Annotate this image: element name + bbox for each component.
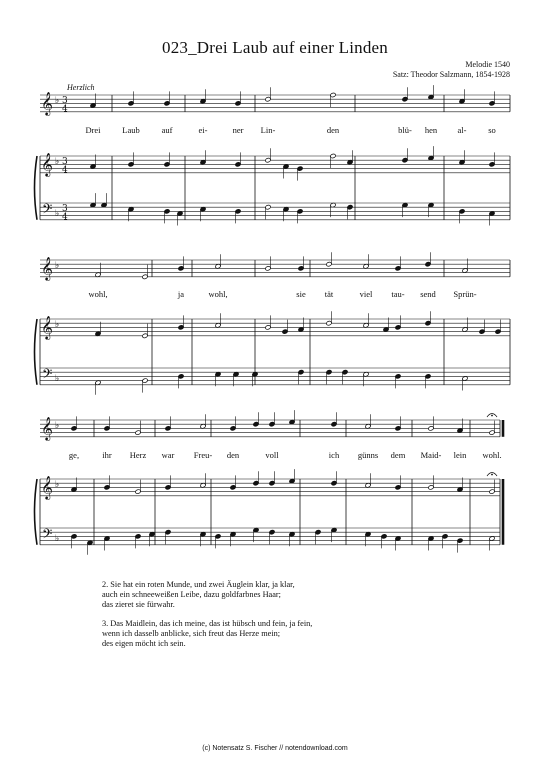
copyright-footer: (c) Notensatz S. Fischer // notendownload.com — [202, 745, 348, 752]
lyric-syllable: voll — [265, 450, 279, 460]
time-signature-icon: 3 — [62, 157, 68, 167]
lyric-syllable: sie — [296, 289, 306, 299]
lyric-syllable: ei- — [198, 125, 208, 135]
piano-brace-icon — [35, 156, 38, 220]
score-system-3 — [0, 410, 550, 560]
bass-clef-icon: 𝄢 — [42, 526, 53, 545]
lyric-syllable: send — [420, 289, 436, 299]
song-title: 023_Drei Laub auf einer Linden — [162, 38, 388, 57]
verse-line: das zieret sie fürwahr. — [102, 600, 175, 609]
lyric-syllable: hen — [424, 125, 438, 135]
lyric-syllable: Freu- — [193, 450, 213, 460]
fermata-icon-dot — [491, 415, 493, 417]
score-system-1 — [0, 85, 550, 235]
lyric-syllable: den — [226, 450, 240, 460]
lyric-syllable: Drei — [85, 125, 101, 135]
bass-clef-icon: 𝄢 — [42, 201, 53, 220]
lyric-syllable: dem — [390, 450, 406, 460]
flat-icon: ♭ — [55, 96, 60, 106]
treble-clef-icon: 𝄞 — [41, 91, 53, 115]
lyric-syllable: Maid- — [420, 450, 442, 460]
treble-clef-icon: 𝄞 — [41, 315, 53, 339]
lyric-syllable: wohl, — [88, 289, 108, 299]
lyric-syllable: Sprün- — [453, 289, 477, 299]
lyric-syllable: tät — [324, 289, 334, 299]
flat-icon: ♭ — [55, 374, 60, 384]
piano-brace-icon — [35, 479, 38, 545]
arrangement-credit: Satz: Theodor Salzmann, 1854-1928 — [392, 70, 510, 79]
fermata-icon-dot — [491, 474, 493, 476]
treble-clef-icon: 𝄞 — [41, 475, 53, 499]
lyric-syllable: Lin- — [260, 125, 276, 135]
melody-credit: Melodie 1540 — [465, 60, 510, 69]
verse-line: des eigen möcht ich sein. — [102, 639, 186, 648]
flat-icon: ♭ — [55, 534, 60, 544]
time-signature-icon: 4 — [62, 104, 68, 115]
treble-clef-icon: 𝄞 — [41, 152, 53, 176]
treble-clef-icon: 𝄞 — [41, 416, 53, 440]
flat-icon: ♭ — [55, 209, 60, 219]
time-signature-icon: 3 — [62, 96, 68, 106]
lyric-syllable: al- — [457, 125, 467, 135]
lyric-syllable: ich — [328, 450, 340, 460]
verse-line: wenn ich dasselb anblicke, sich freut das Herze mein; — [102, 629, 281, 638]
lyric-syllable: ner — [232, 125, 244, 135]
piano-brace-icon — [35, 319, 38, 385]
lyric-syllable: auf — [161, 125, 173, 135]
lyric-syllable: Herz — [129, 450, 147, 460]
additional-verses — [102, 580, 312, 658]
lyric-syllable: tau- — [391, 289, 405, 299]
time-signature-icon: 4 — [62, 165, 68, 176]
verse-2 — [102, 580, 312, 610]
lyric-syllable: ge, — [68, 450, 80, 460]
verse-3 — [102, 619, 312, 649]
lyric-syllable: den — [326, 125, 340, 135]
lyric-syllable: ihr — [102, 450, 112, 460]
lyric-syllable: ja — [177, 289, 185, 299]
lyric-syllable: wohl. — [482, 450, 502, 460]
time-signature-icon: 4 — [62, 212, 68, 223]
lyric-syllable: Laub — [122, 125, 140, 135]
treble-clef-icon: 𝄞 — [41, 256, 53, 280]
flat-icon: ♭ — [55, 421, 60, 431]
lyric-syllable: wohl, — [208, 289, 228, 299]
flat-icon: ♭ — [55, 320, 60, 330]
lyric-syllable: günns — [357, 450, 379, 460]
score-system-2 — [0, 250, 550, 400]
lyric-syllable: blü- — [398, 125, 412, 135]
tempo-marking: Herzlich — [67, 83, 95, 92]
bass-clef-icon: 𝄢 — [42, 366, 53, 385]
flat-icon: ♭ — [55, 157, 60, 167]
lyric-syllable: lein — [453, 450, 467, 460]
lyric-syllable: viel — [359, 289, 373, 299]
flat-icon: ♭ — [55, 480, 60, 490]
verse-line: 2. Sie hat ein roten Munde, und zwei Äuglein klar, ja klar, — [102, 580, 295, 589]
lyric-syllable: so — [488, 125, 496, 135]
verse-line: 3. Das Maidlein, das ich meine, das ist hübsch und fein, ja fein, — [102, 619, 313, 628]
time-signature-icon: 3 — [62, 204, 68, 214]
lyric-syllable: war — [161, 450, 175, 460]
flat-icon: ♭ — [55, 261, 60, 271]
verse-line: auch ein schneeweißen Leibe, dazu goldfarbnes Haar; — [102, 590, 281, 599]
